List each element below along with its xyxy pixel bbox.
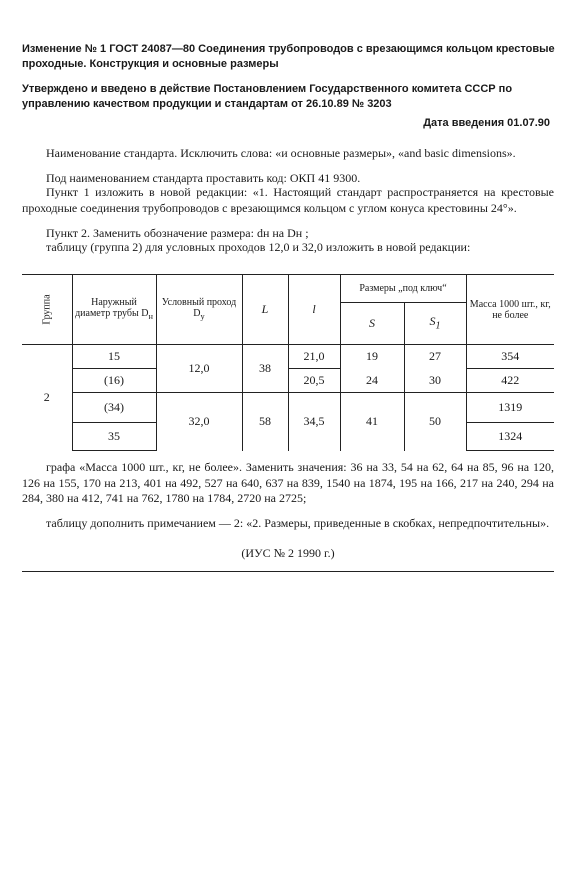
cell-L: 38 [242,345,288,393]
header-S: S [340,303,404,345]
cell-nominal-bore: 12,0 [156,345,242,393]
cell-L: 58 [242,393,288,451]
header-group [22,275,72,345]
paragraph-table-intro [22,240,554,256]
cell-mass: 354 [466,345,554,369]
header-outer-diameter [72,275,156,345]
cell-S: 24 [340,369,404,393]
cell-S: 19 [340,345,404,369]
cell-mass: 1324 [466,423,554,451]
header-L: L [242,275,288,345]
cell-outer-diameter: (34) [72,393,156,423]
cell-outer-diameter: 35 [72,423,156,451]
table-row [22,369,554,393]
header-nominal-bore-label: Условный проход D [161,297,237,319]
cell-mass: 422 [466,369,554,393]
paragraph-item-1 [22,185,554,216]
header-group-label: Группа [41,294,53,325]
paragraph-text: Под наименованием стандарта проставить код: ОКП 41 9300. [46,171,361,185]
dimensions-table [22,274,554,451]
table-row [22,393,554,423]
ius-reference: (ИУС № 2 1990 г.) [241,546,335,560]
amendment-heading: Изменение № 1 ГОСТ 24087—80 Соединения трубопроводов с врезающимся кольцом крестовые проходные. Конструкция и основные размеры [22,43,555,70]
header-S1-label: S [429,313,436,328]
header-nominal-bore [156,275,242,345]
header-S1-sub: 1 [435,320,441,332]
cell-l: 21,0 [288,345,340,369]
bottom-divider [22,571,554,572]
paragraph-mass-column [22,460,554,507]
header-nominal-bore-sub: у [200,312,205,321]
header-outer-diameter-label: Наружный диаметр трубы D [75,297,149,319]
cell-S1: 27 [404,345,466,369]
cell-outer-diameter: 15 [72,345,156,369]
cell-S1: 50 [404,393,466,451]
paragraph-text: Пункт 1 изложить в новой редакции: «1. Настоящий стандарт распространяется на крестовые проходные соединения трубопроводов с врезающимся кольцом с углом конуса крестовины 24°». [22,185,554,215]
table-row [22,345,554,369]
header-S1 [404,303,466,345]
cell-mass: 1319 [466,393,554,423]
paragraph-text: Пункт 2. Заменить обозначение размера: dн на Dн ; [46,226,309,240]
paragraph-text: Наименование стандарта. Исключить слова: «и основные размеры», «and basic dimensions». [46,146,516,160]
cell-l: 20,5 [288,369,340,393]
paragraph-title-change [22,146,554,162]
header-mass: Масса 1000 шт., кг, не более [466,275,554,345]
effective-date: Дата введения 01.07.90 [423,117,550,129]
cell-group: 2 [22,345,72,451]
cell-l: 34,5 [288,393,340,451]
header-l: l [288,275,340,345]
cell-S: 41 [340,393,404,451]
paragraph-text: таблицу дополнить примечанием — 2: «2. Размеры, приведенные в скобках, непредпочтительны». [46,516,550,530]
header-key-sizes: Размеры „под ключ“ [340,275,466,303]
cell-nominal-bore: 32,0 [156,393,242,451]
cell-S1: 30 [404,369,466,393]
cell-outer-diameter: (16) [72,369,156,393]
approval-statement: Утверждено и введено в действие Постановлением Государственного комитета СССР по управлению качеством продукции и стандартам от 26.10.89 № 3203 [22,83,513,110]
paragraph-text: таблицу (группа 2) для условных проходов 12,0 и 32,0 изложить в новой редакции: [46,240,471,254]
paragraph-text: графа «Масса 1000 шт., кг, не более». Заменить значения: 36 на 33, 54 на 62, 64 на 85, 96 на 120, 126 на 155, 170 на 213, 401 на 492, 527 на 640, 637 на 839, 1540 на 1874, 195 на 166, 217 на 240, 294 на 284, 380 на 412, 741 на 762, 1780 на 1784, 2720 на 2725; [22,460,554,505]
paragraph-note [22,516,554,532]
header-outer-diameter-sub: н [148,312,153,321]
